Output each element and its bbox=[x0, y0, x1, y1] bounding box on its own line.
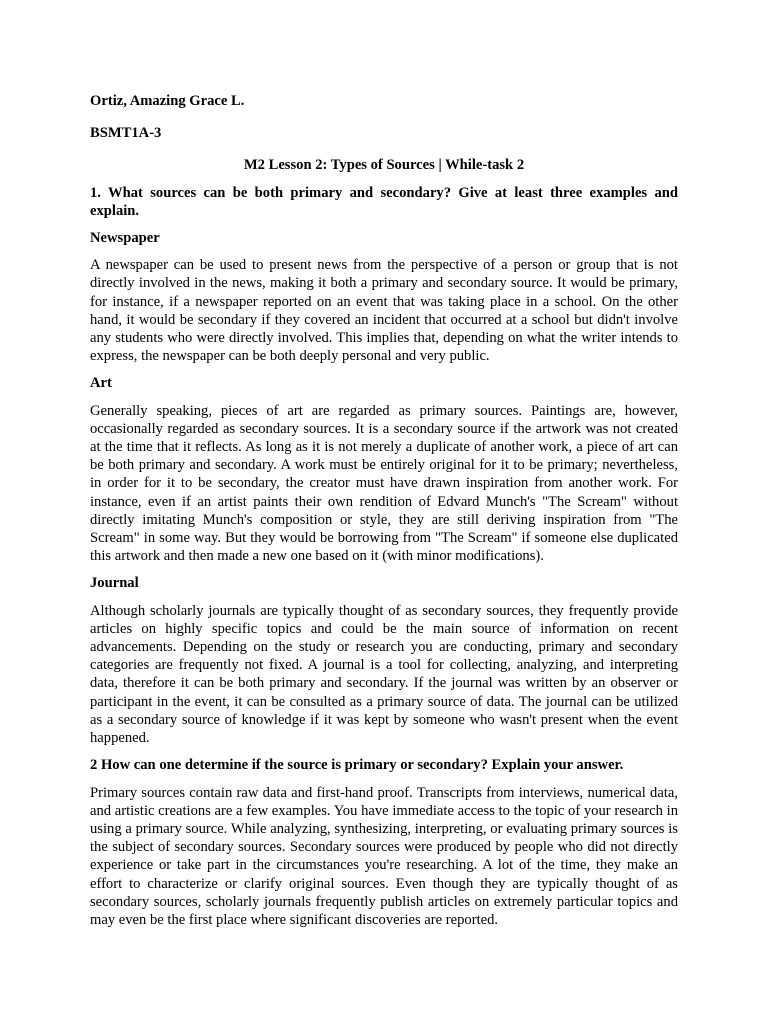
item-body-newspaper: A newspaper can be used to present news from the perspective of a person or group that is not directly involved in the news, making it both a primary and secondary source. It would be primary, for instance, if a newspaper reported on an event that was taking place in a school. On the other hand, it would be secondary if they covered an incident that occurred at a school but didn't involve any students who were directly involved. This implies that, depending on what the writer intends to express, the newspaper can be both deeply personal and very public. bbox=[90, 257, 678, 365]
document-page bbox=[90, 92, 678, 938]
item-body-art: Generally speaking, pieces of art are regarded as primary sources. Paintings are, however, occasionally regarded as secondary sources. It is a secondary source if the artwork was not created at the time that it reflects. As long as it is not merely a duplicate of another work, a piece of art can be both primary and secondary. A work must be entirely original for it to be primary; nevertheless, in order for it to be secondary, the creator must have drawn inspiration from another work. For instance, even if an artist paints their own rendition of Edvard Munch's "The Scream" without directly imitating Munch's composition or style, they are still deriving inspiration from "The Scream" in some way. But they would be borrowing from "The Scream" if someone else duplicated this artwork and then made a new one based on it (with minor modifications). bbox=[90, 402, 678, 565]
question-2: 2 How can one determine if the source is primary or secondary? Explain your answer. bbox=[90, 757, 624, 774]
item-heading-art: Art bbox=[90, 375, 112, 392]
document-title: M2 Lesson 2: Types of Sources | While-task 2 bbox=[243, 157, 525, 174]
student-section: BSMT1A-3 bbox=[90, 125, 162, 142]
item-heading-journal: Journal bbox=[90, 575, 139, 592]
question-1: 1. What sources can be both primary and secondary? Give at least three examples and explain. bbox=[90, 184, 678, 219]
item-heading-newspaper: Newspaper bbox=[90, 230, 160, 247]
answer-2: Primary sources contain raw data and first-hand proof. Transcripts from interviews, numerical data, and artistic creations are a few examples. You have immediate access to the topic of your research in using a primary source. While analyzing, synthesizing, interpreting, or evaluating primary sources is the subject of secondary sources. Secondary sources were produced by people who did not directly experience or take part in the circumstances you're researching. A lot of the time, they make an effort to characterize or clarify original sources. Even though they are typically thought of as secondary sources, scholarly journals frequently publish articles on extremely particular topics and may even be the first place where significant discoveries are reported. bbox=[90, 784, 678, 928]
item-body-journal: Although scholarly journals are typically thought of as secondary sources, they frequently provide articles on highly specific topics and could be the main source of information on recent advancements. Depending on the study or research you are conducting, primary and secondary categories are frequently not fixed. A journal is a tool for collecting, analyzing, and interpreting data, therefore it can be both primary and secondary. If the journal was written by an observer or participant in the event, it can be consulted as a primary source of data. The journal can be utilized as a secondary source of knowledge if it was kept by someone who wasn't present when the event happened. bbox=[90, 602, 678, 747]
student-name: Ortiz, Amazing Grace L. bbox=[90, 93, 245, 109]
